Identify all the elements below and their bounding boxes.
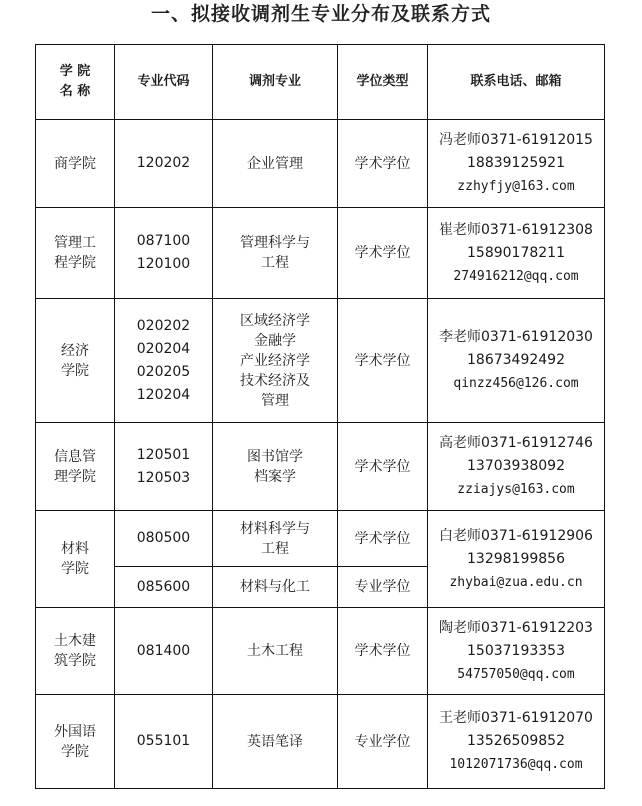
contact-cell <box>428 608 605 695</box>
major-cell: 管理科学与 工程 <box>213 208 338 299</box>
code-cell: 120202 <box>115 120 213 208</box>
degree-cell: 专业学位 <box>338 567 428 608</box>
code-cell: 120501 120503 <box>115 423 213 511</box>
mobile-number: 13703938092 <box>467 458 565 474</box>
email-address: 54757050@qq.com <box>457 666 575 682</box>
header-degree: 学位类型 <box>338 45 428 120</box>
degree-cell: 学术学位 <box>338 423 428 511</box>
mobile-number: 15037193353 <box>467 642 565 659</box>
header-code: 专业代码 <box>115 45 213 120</box>
teacher-phone: 崔老师0371-61912308 <box>439 221 593 238</box>
table-row <box>36 511 605 567</box>
table-row <box>36 695 605 789</box>
email-address: zhybai@zua.edu.cn <box>449 574 583 590</box>
mobile-number: 13298199856 <box>467 550 565 567</box>
degree-cell: 专业学位 <box>338 695 428 789</box>
college-cell: 管理工 程学院 <box>36 208 115 299</box>
major-cell: 材料与化工 <box>213 567 338 608</box>
major-cell: 区域经济学 金融学 产业经济学 技术经济及 管理 <box>213 299 338 423</box>
mobile-number: 15890178211 <box>467 244 565 261</box>
code-cell: 020202 020204 020205 120204 <box>115 299 213 423</box>
contact-cell <box>428 511 605 608</box>
code-cell: 080500 <box>115 511 213 567</box>
major-cell: 土木工程 <box>213 608 338 695</box>
major-cell: 企业管理 <box>213 120 338 208</box>
email-address: qinzz456@126.com <box>453 376 579 391</box>
table-row <box>36 608 605 695</box>
email-address: zziajys@163.com <box>457 482 575 497</box>
major-table <box>35 44 605 789</box>
header-major: 调剂专业 <box>213 45 338 120</box>
code-cell: 055101 <box>115 695 213 789</box>
header-college: 学 院 名 称 <box>36 45 115 120</box>
mobile-number: 18673492492 <box>467 352 565 368</box>
contact-cell <box>428 299 605 423</box>
code-cell: 085600 <box>115 567 213 608</box>
degree-cell: 学术学位 <box>338 511 428 567</box>
contact-cell <box>428 208 605 299</box>
teacher-phone: 高老师0371-61912746 <box>439 435 593 451</box>
college-cell: 信息管 理学院 <box>36 423 115 511</box>
degree-cell: 学术学位 <box>338 299 428 423</box>
teacher-phone: 冯老师0371-61912015 <box>439 132 593 148</box>
degree-cell: 学术学位 <box>338 608 428 695</box>
college-cell: 材料 学院 <box>36 511 115 608</box>
degree-cell: 学术学位 <box>338 208 428 299</box>
table-header-row <box>36 45 605 120</box>
teacher-phone: 王老师0371-61912070 <box>439 710 593 726</box>
email-address: zzhyfjy@163.com <box>457 179 575 194</box>
email-address: 274916212@qq.com <box>453 268 579 284</box>
contact-cell <box>428 423 605 511</box>
table-row <box>36 299 605 423</box>
contact-cell <box>428 695 605 789</box>
major-cell: 英语笔译 <box>213 695 338 789</box>
degree-cell: 学术学位 <box>338 120 428 208</box>
code-cell: 087100 120100 <box>115 208 213 299</box>
college-cell: 商学院 <box>36 120 115 208</box>
college-cell: 外国语 学院 <box>36 695 115 789</box>
college-cell: 土木建 筑学院 <box>36 608 115 695</box>
table-row <box>36 208 605 299</box>
table-row <box>36 120 605 208</box>
major-cell: 材料科学与 工程 <box>213 511 338 567</box>
table-row <box>36 423 605 511</box>
mobile-number: 18839125921 <box>467 155 565 171</box>
email-address: 1012071736@qq.com <box>449 757 583 772</box>
major-cell: 图书馆学 档案学 <box>213 423 338 511</box>
teacher-phone: 李老师0371-61912030 <box>439 329 593 345</box>
teacher-phone: 陶老师0371-61912203 <box>439 619 593 636</box>
code-cell: 081400 <box>115 608 213 695</box>
header-contact: 联系电话、邮箱 <box>428 45 605 120</box>
mobile-number: 13526509852 <box>467 733 565 749</box>
page-title: 一、拟接收调剂生专业分布及联系方式 <box>150 3 491 25</box>
college-cell: 经济 学院 <box>36 299 115 423</box>
teacher-phone: 白老师0371-61912906 <box>439 527 593 544</box>
contact-cell <box>428 120 605 208</box>
